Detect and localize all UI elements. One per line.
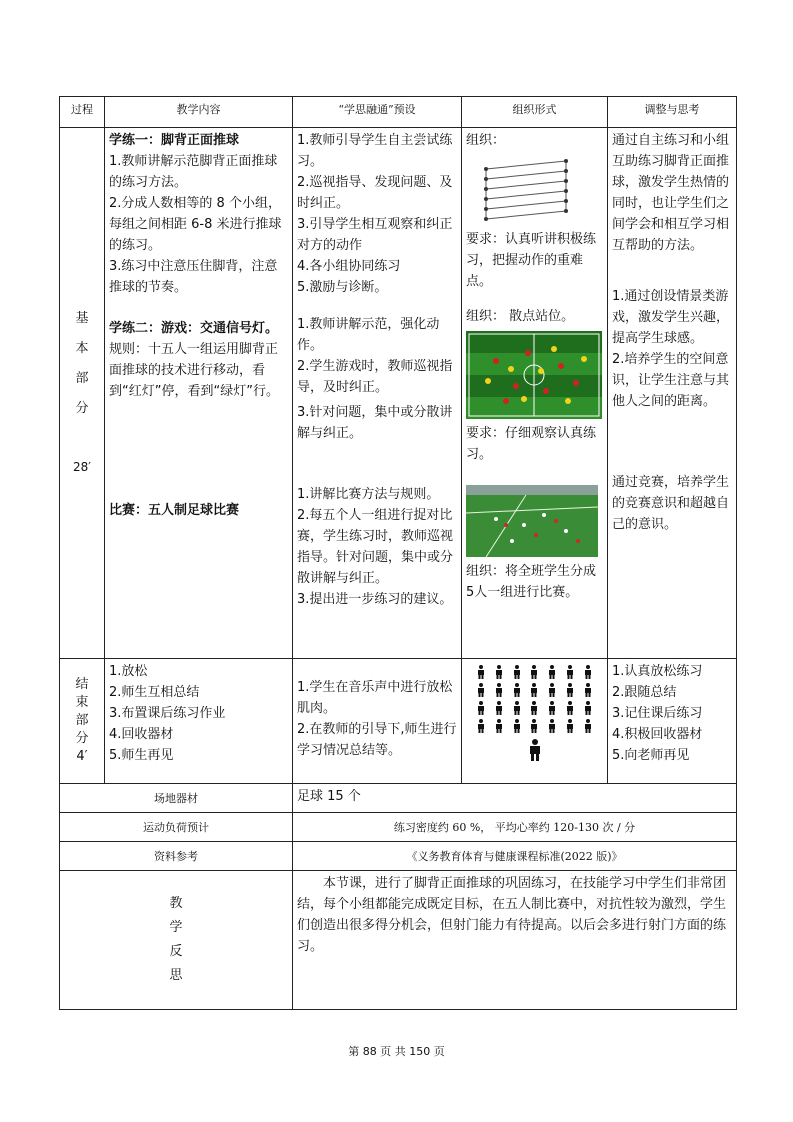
drill-diagram-image [466,155,576,225]
student-figure-icon [512,683,522,697]
ending-reflect-cell [608,659,737,784]
reflection-char: 教 [169,896,183,911]
stage-basic [60,128,105,659]
drill1-preset: 1.教师引导学生自主尝试练习。 [297,133,453,169]
drill1-line: 3.练习中注意压住脚背，注意推球的节奏。 [109,259,278,295]
basic-preset-cell [293,128,462,659]
header-reflection: 调整与思考 [608,97,737,128]
ending-item: 3.布置课后练习作业 [109,706,226,721]
stage-char: 本 [75,341,89,356]
reference-row [60,842,737,871]
lesson-plan-table [59,96,737,1010]
student-figure-icon [529,719,539,733]
reflection-char: 学 [169,920,183,935]
student-figure-icon [512,665,522,679]
student-figure-icon [512,701,522,715]
stage-char: 部 [75,371,89,386]
stage-char: 基 [75,311,89,326]
match-preset: 2.每五个人一组进行捉对比赛，学生练习时，教师巡视指导。针对问题，集中或分散讲解与纠正。 [297,508,454,586]
student-figure-icon [547,665,557,679]
stage-char: 结 [75,677,89,692]
reflection-text: 本节课，进行了脚背正面推球的巩固练习，在技能学习中学生们非常团结，每个小组都能完成既定目标，在五人制比赛中，对抗性较为激烈，学生们创造出很多得分机会，但射门能力有待提高。以后会多进行射门方面的练习。 [293,871,737,1010]
drill2-preset: 2.学生游戏时，教师巡视指导，及时纠正。 [297,359,453,395]
student-figure-icon [565,665,575,679]
ending-reflect: 5.向老师再见 [612,748,690,763]
header-content: 教学内容 [105,97,293,128]
reference-value: 《义务教育体育与健康课程标准(2022 版)》 [293,842,737,871]
basic-part-row [60,128,737,659]
student-figure-icon [565,719,575,733]
reflection-char: 反 [169,944,183,959]
formation-diagram [466,661,603,733]
load-row [60,813,737,842]
drill1-preset: 2.巡视指导、发现问题、及时纠正。 [297,175,453,211]
drill1-line: 2.分成人数相等的 8 个小组，每组之间相距 6-8 米进行推球的练习。 [109,196,282,253]
ending-item: 2.师生互相总结 [109,685,200,700]
student-figure-icon [583,719,593,733]
load-label: 运动负荷预计 [60,813,293,842]
drill1-title: 学练一：脚背正面推球 [109,133,240,148]
stage-duration: 28′ [73,460,91,474]
ending-content-cell [105,659,293,784]
student-figure-icon [476,665,486,679]
ending-reflect: 1.认真放松练习 [612,664,703,679]
drill1-org-requirement: 要求：认真听讲积极练习，把握动作的重难点。 [466,232,597,289]
teacher-figure-icon [528,739,542,761]
header-organization: 组织形式 [462,97,608,128]
student-figure-icon [529,683,539,697]
drill1-preset: 4.各小组协同练习 [297,259,401,274]
basic-content-cell [105,128,293,659]
reflection-label [60,871,293,1010]
venue-label: 场地器材 [60,784,293,813]
drill2-preset: 1.教师讲解示范，强化动作。 [297,317,440,353]
student-figure-icon [547,719,557,733]
stage-char: 部 [75,713,89,728]
ending-preset: 2.在教师的引导下,师生进行学习情况总结等。 [297,722,457,758]
ending-reflect: 3.记住课后练习 [612,706,703,721]
ending-org-cell [462,659,608,784]
student-figure-icon [547,683,557,697]
ending-preset-cell [293,659,462,784]
stage-duration: 4′ [76,749,88,764]
reference-label: 资料参考 [60,842,293,871]
student-figure-icon [476,683,486,697]
load-value: 练习密度约 60 %， 平均心率约 120-130 次 / 分 [293,813,737,842]
stage-char: 束 [75,695,89,710]
drill2-title: 学练二：游戏：交通信号灯。 [109,321,279,336]
student-figure-icon [547,701,557,715]
drill1-line: 1.教师讲解示范脚背正面推球的练习方法。 [109,154,278,190]
student-figure-icon [583,701,593,715]
student-figure-icon [583,665,593,679]
student-figure-icon [512,719,522,733]
drill2-org-label: 组织： 散点站位。 [466,309,575,324]
match-photo [466,485,598,557]
stage-char: 分 [75,401,89,416]
ending-item: 5.师生再见 [109,748,174,763]
reflection-row [60,871,737,1010]
student-figure-icon [529,665,539,679]
student-figure-icon [565,683,575,697]
ending-part-row [60,659,737,784]
drill1-org-label: 组织： [466,133,506,148]
student-figure-icon [494,701,504,715]
header-preset: “学思融通”预设 [293,97,462,128]
ending-item: 1.放松 [109,664,148,679]
student-figure-icon [494,683,504,697]
drill2-preset: 3.针对问题，集中或分散讲解与纠正。 [297,405,453,441]
drill2-reflect: 2.培养学生的空间意识，让学生注意与其他人之间的距离。 [612,352,730,409]
ending-item: 4.回收器材 [109,727,174,742]
drill2-rule: 规则：十五人一组运用脚背正面推球的技术进行移动，看到“红灯”停，看到“绿灯”行。 [109,342,279,399]
page-footer: 第 88 页 共 150 页 [348,1045,445,1058]
basic-org-cell [462,128,608,659]
drill2-reflect: 1.通过创设情景类游戏，激发学生兴趣，提高学生球感。 [612,289,730,346]
match-preset: 1.讲解比赛方法与规则。 [297,487,440,502]
venue-row [60,784,737,813]
reflection-char: 思 [169,968,183,983]
venue-value: 足球 15 个 [293,784,737,813]
header-row [60,97,737,128]
student-figure-icon [565,701,575,715]
student-figure-icon [494,719,504,733]
ending-reflect: 2.跟随总结 [612,685,677,700]
student-figure-icon [494,665,504,679]
basic-reflect-cell [608,128,737,659]
student-figure-icon [583,683,593,697]
student-figure-icon [476,701,486,715]
pitch-game-image [466,331,602,419]
drill1-preset: 3.引导学生相互观察和纠正对方的动作 [297,217,453,253]
header-process: 过程 [60,97,105,128]
drill2-org-requirement: 要求：仔细观察认真练习。 [466,426,597,462]
ending-reflect: 4.积极回收器材 [612,727,703,742]
stage-ending [60,659,105,784]
student-figure-icon [529,701,539,715]
match-title: 比赛：五人制足球比赛 [109,503,240,518]
drill1-reflect: 通过自主练习和小组互助练习脚背正面推球，激发学生热情的同时，也让学生们之间学会和相互学习相互帮助的方法。 [612,133,730,253]
match-reflect: 通过竞赛，培养学生的竞赛意识和超越自己的意识。 [612,475,730,532]
match-org: 组织：将全班学生分成5人一组进行比赛。 [466,564,597,600]
stage-char: 分 [75,731,89,746]
match-preset: 3.提出进一步练习的建议。 [297,592,453,607]
student-figure-icon [476,719,486,733]
ending-preset: 1.学生在音乐声中进行放松肌肉。 [297,680,453,716]
drill1-preset: 5.激励与诊断。 [297,280,388,295]
